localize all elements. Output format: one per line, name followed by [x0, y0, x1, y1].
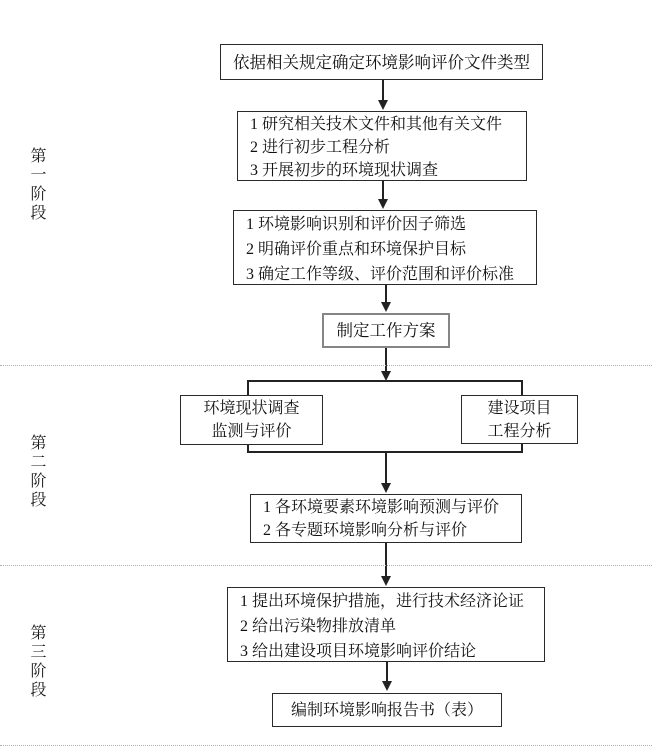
arrowhead — [382, 681, 392, 691]
merge-connector — [248, 444, 522, 452]
box-line: 3 确定工作等级、评价范围和评价标准 — [246, 266, 515, 283]
box-line: 工程分析 — [487, 422, 552, 440]
box-line: 监测与评价 — [211, 423, 292, 440]
box-line: 3 给出建设项目环境影响评价结论 — [240, 643, 477, 660]
phase-divider-1 — [0, 365, 652, 366]
arrowhead — [381, 302, 391, 312]
box-line: 3 开展初步的环境现状调查 — [250, 162, 439, 179]
box-line: 2 各专题环境影响分析与评价 — [263, 522, 468, 539]
box-line: 2 给出污染物排放清单 — [240, 618, 397, 635]
box-line: 1 提出环境保护措施，进行技术经济论证 — [240, 593, 525, 610]
box-project-analysis — [461, 395, 578, 444]
split-connector — [248, 381, 522, 395]
box-protection-measures — [227, 587, 545, 662]
phase-label-2: 第二阶段 — [28, 434, 45, 510]
phase-divider-2 — [0, 565, 652, 566]
phase-label-1: 第一阶段 — [28, 147, 45, 223]
arrowhead — [378, 100, 388, 110]
box-determine-doc-type: 依据相关规定确定环境影响评价文件类型 — [220, 44, 543, 80]
box-line: 1 各环境要素环境影响预测与评价 — [263, 499, 500, 516]
box-work-plan: 制定工作方案 — [322, 313, 450, 348]
box-line: 建设项目 — [487, 399, 552, 417]
box-impact-prediction — [250, 494, 522, 543]
box-preliminary-work — [237, 111, 527, 181]
arrowhead — [381, 483, 391, 493]
phase-divider-3 — [0, 745, 652, 746]
arrowhead — [378, 199, 388, 209]
box-line: 1 研究相关技术文件和其他有关文件 — [250, 116, 503, 133]
box-line: 环境现状调查 — [203, 400, 300, 417]
phase-label-3: 第三阶段 — [28, 624, 45, 700]
arrowhead — [381, 371, 391, 381]
box-line: 2 明确评价重点和环境保护目标 — [246, 241, 467, 258]
box-line: 2 进行初步工程分析 — [250, 139, 391, 156]
box-identification-screening — [233, 210, 537, 285]
box-line: 1 环境影响识别和评价因子筛选 — [246, 216, 467, 233]
box-status-survey — [180, 395, 323, 445]
box-compile-report: 编制环境影响报告书（表） — [272, 693, 502, 727]
arrowhead — [381, 576, 391, 586]
